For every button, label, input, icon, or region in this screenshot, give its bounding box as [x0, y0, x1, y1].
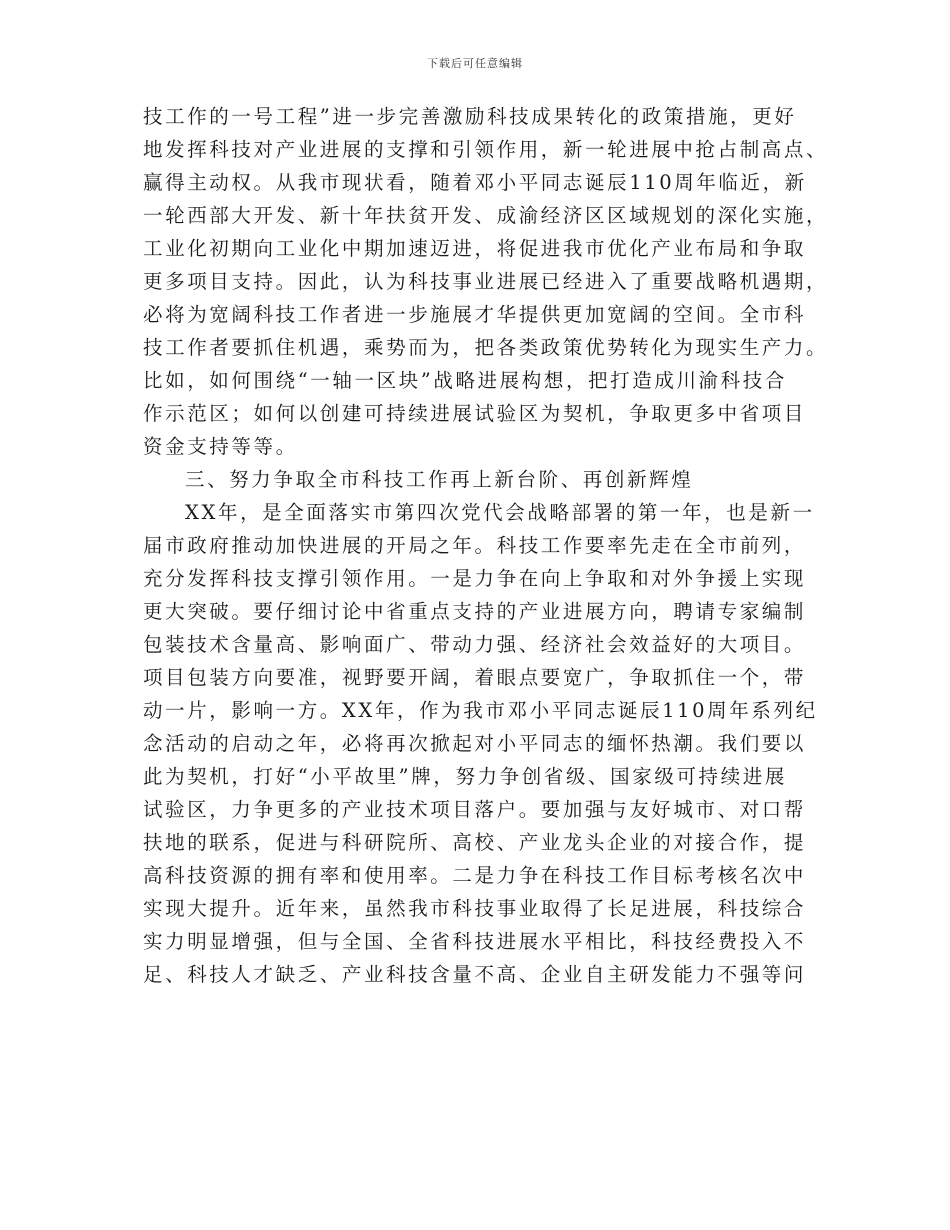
text-line: 此为契机，打好“小平故里”牌，努力争创省级、国家级可持续进展 — [143, 765, 787, 788]
paragraph-opportunity — [143, 100, 829, 463]
text-line: 技工作的一号工程”进一步完善激励科技成果转化的政策措施，更好 — [143, 105, 797, 128]
text-line: 比如，如何围绕“一轴一区块”战略进展构想，把打造成川渝科技合 — [143, 369, 787, 392]
text-line: 高科技资源的拥有率和使用率。二是力争在科技工作目标考核名次中 — [143, 864, 807, 887]
text-line: 实力明显增强，但与全国、全省科技进展水平相比，科技经费投入不 — [143, 930, 807, 953]
text-line: 赢得主动权。从我市现状看，随着邓小平同志诞辰110周年临近，新 — [143, 171, 807, 194]
text-line: 资金支持等等。 — [143, 435, 298, 458]
text-line: 一轮西部大开发、新十年扶贫开发、成渝经济区区域规划的深化实施， — [143, 204, 829, 227]
text-line: XX年，是全面落实市第四次党代会战略部署的第一年，也是新一 — [185, 501, 815, 524]
document-body — [143, 100, 829, 991]
text-line: 项目包装方向要准，视野要开阔，着眼点要宽广，争取抓住一个，带 — [143, 666, 807, 689]
text-line: 届市政府推动加快进展的开局之年。科技工作要率先走在全市前列， — [143, 534, 807, 557]
text-line: 地发挥科技对产业进展的支撑和引领作用，新一轮进展中抢占制高点、 — [143, 138, 829, 161]
text-line: 更大突破。要仔细讨论中省重点支持的产业进展方向，聘请专家编制 — [143, 600, 807, 623]
text-line: 试验区，力争更多的产业技术项目落户。要加强与友好城市、对口帮 — [143, 798, 807, 821]
text-line: 作示范区；如何以创建可持续进展试验区为契机，争取更多中省项目 — [143, 402, 807, 425]
text-line: 包装技术含量高、影响面广、带动力强、经济社会效益好的大项目。 — [143, 633, 807, 656]
text-line: 动一片，影响一方。XX年，作为我市邓小平同志诞辰110周年系列纪 — [143, 699, 818, 722]
text-line: 更多项目支持。因此，认为科技事业进展已经进入了重要战略机遇期， — [143, 270, 829, 293]
text-line: 工业化初期向工业化中期加速迈进，将促进我市优化产业布局和争取 — [143, 237, 807, 260]
text-line: 念活动的启动之年，必将再次掀起对小平同志的缅怀热潮。我们要以 — [143, 732, 807, 755]
text-line: 必将为宽阔科技工作者进一步施展才华提供更加宽阔的空间。全市科 — [143, 303, 807, 326]
text-line: 足、科技人才缺乏、产业科技含量不高、企业自主研发能力不强等问 — [143, 963, 807, 986]
text-line: 技工作者要抓住机遇，乘势而为，把各类政策优势转化为现实生产力。 — [143, 336, 829, 359]
page-header: 下载后可任意编辑 — [427, 57, 523, 70]
text-line: 扶地的联系，促进与科研院所、高校、产业龙头企业的对接合作，提 — [143, 831, 807, 854]
section-heading — [143, 463, 807, 496]
text-line: 充分发挥科技支撑引领作用。一是力争在向上争取和对外争援上实现 — [143, 567, 807, 590]
section-heading-text: 三、努力争取全市科技工作再上新台阶、再创新辉煌 — [185, 468, 694, 491]
text-line: 实现大提升。近年来，虽然我市科技事业取得了长足进展，科技综合 — [143, 897, 807, 920]
paragraph-plan — [143, 496, 818, 991]
